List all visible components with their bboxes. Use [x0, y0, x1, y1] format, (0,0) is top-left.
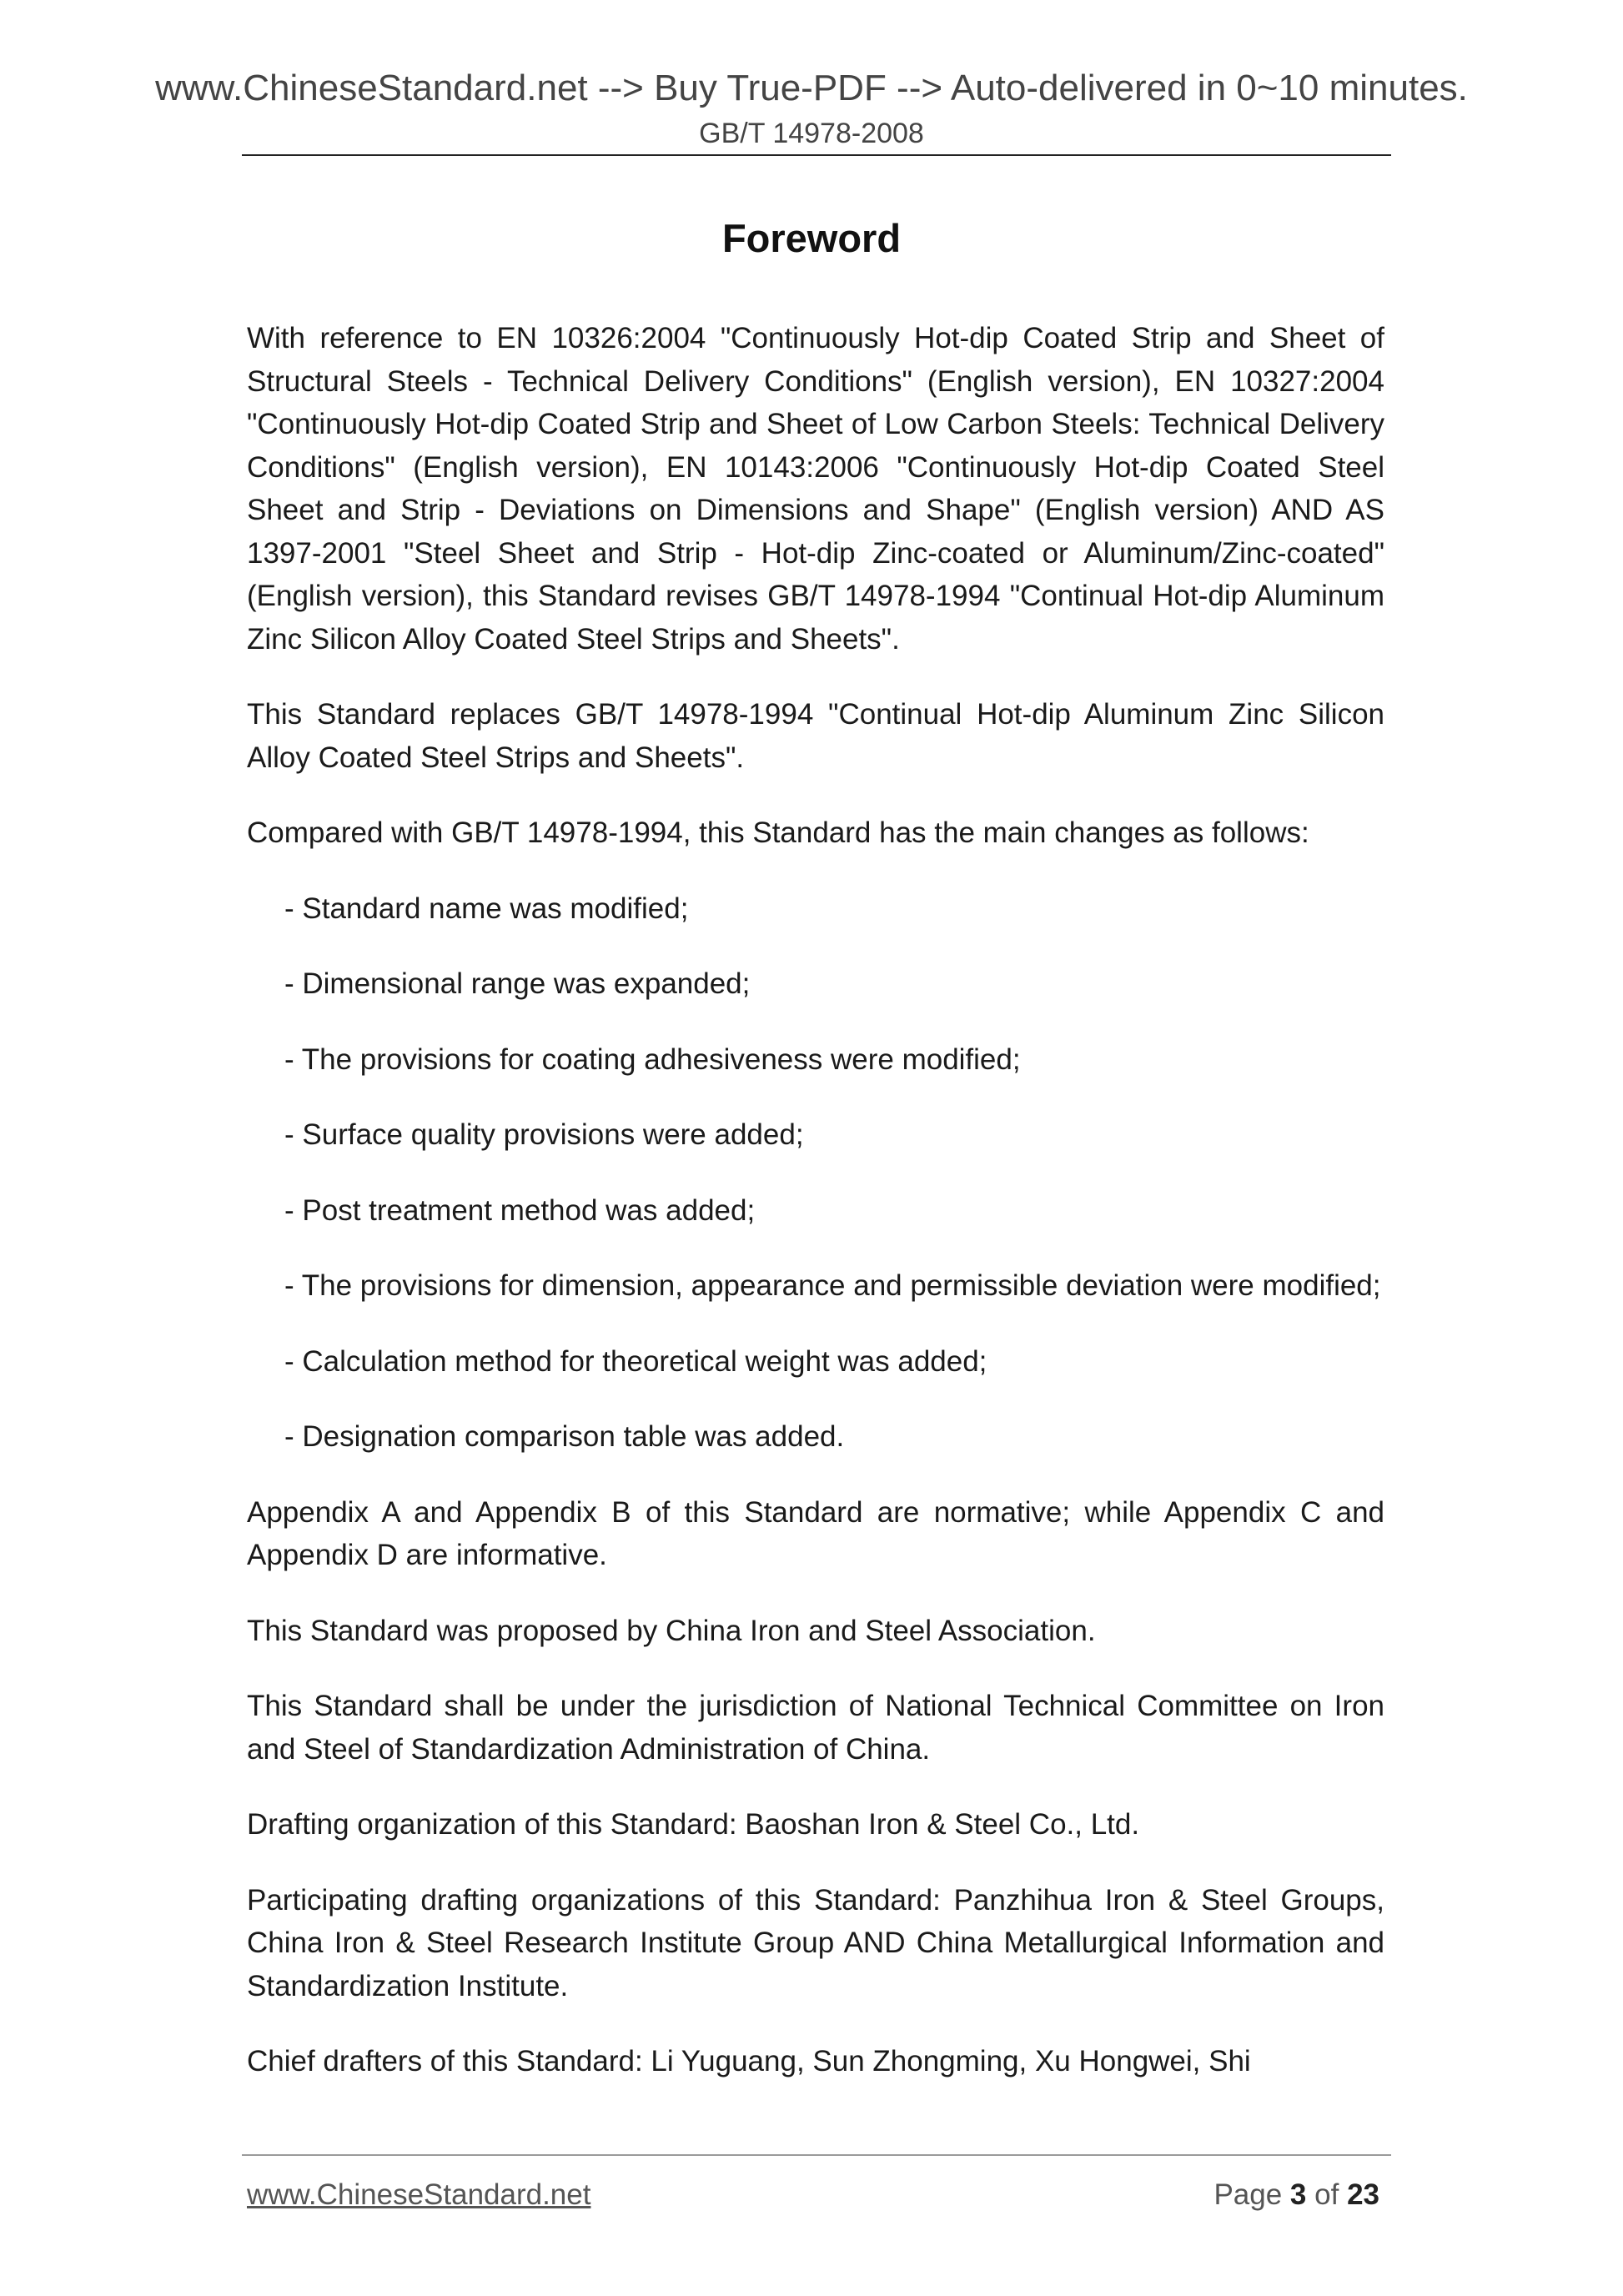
list-item-change: - Post treatment method was added; — [284, 1193, 756, 1227]
paragraph-reference: With reference to EN 10326:2004 "Continuously Hot-dip Coated Strip and Sheet of Structural Steels - Technical Delivery Conditions" (English version), EN 10327:2004 "Continuously Hot-dip Coated Strip and Sheet of Low Carbon Steels: Technical Delivery Conditions" (English version), EN 10143:2006 "Continuously Hot-dip Coated Steel Sheet and Strip - Deviations on Dimensions and Shape" (English version) AND AS 1397-2001 "Steel Sheet and Strip - Hot-dip Zinc-coated or Aluminum/Zinc-coated" (English version), this Standard revises GB/T 14978-1994 "Continual Hot-dip Aluminum Zinc Silicon Alloy Coated Steel Strips and Sheets". — [247, 322, 1384, 656]
header-banner: www.ChineseStandard.net --> Buy True-PDF --> Auto-delivered in 0~10 minutes. — [155, 68, 1468, 108]
list-item-change: - Dimensional range was expanded; — [284, 967, 751, 1000]
standard-code: GB/T 14978-2008 — [699, 118, 924, 149]
footer-website-link[interactable]: www.ChineseStandard.net — [247, 2178, 591, 2211]
list-item-change: - Surface quality provisions were added; — [284, 1118, 804, 1151]
paragraph-chief-drafters: Chief drafters of this Standard: Li Yuguang, Sun Zhongming, Xu Hongwei, Shi — [247, 2045, 1251, 2077]
list-item-change: - Standard name was modified; — [284, 892, 689, 925]
list-item-change: - The provisions for coating adhesiveness were modified; — [284, 1042, 1021, 1076]
paragraph-changes-intro: Compared with GB/T 14978-1994, this Standard has the main changes as follows: — [247, 816, 1309, 849]
page-label: Page — [1213, 2178, 1283, 2211]
footer-divider — [242, 2154, 1391, 2156]
total-pages: 23 — [1347, 2178, 1379, 2211]
paragraph-participating-orgs: Participating drafting organizations of this Standard: Panzhihua Iron & Steel Groups, China Iron & Steel Research Institute Group AND China Metallurgical Information and Standardization Institute. — [247, 1883, 1384, 2002]
paragraph-replaces: This Standard replaces GB/T 14978-1994 "Continual Hot-dip Aluminum Zinc Silicon Alloy Coated Steel Strips and Sheets". — [247, 698, 1384, 774]
paragraph-drafting-org: Drafting organization of this Standard: Baoshan Iron & Steel Co., Ltd. — [247, 1808, 1140, 1841]
current-page: 3 — [1289, 2178, 1307, 2211]
page-title: Foreword — [721, 216, 902, 260]
page-number — [1001, 2178, 1379, 2213]
paragraph-proposed-by: This Standard was proposed by China Iron and Steel Association. — [247, 1614, 1096, 1647]
list-item-change: - The provisions for dimension, appearance and permissible deviation were modified; — [284, 1269, 1381, 1302]
list-item-change: - Calculation method for theoretical weight was added; — [284, 1344, 987, 1378]
document-body — [247, 317, 1384, 2083]
list-item-change: - Designation comparison table was added. — [284, 1420, 845, 1453]
header-divider — [242, 154, 1391, 156]
paragraph-jurisdiction: This Standard shall be under the jurisdiction of National Technical Committee on Iron and Steel of Standardization Administration of China. — [247, 1690, 1384, 1766]
paragraph-appendices: Appendix A and Appendix B of this Standard are normative; while Appendix C and Appendix D are informative. — [247, 1495, 1384, 1571]
page-of-label: of — [1314, 2178, 1339, 2211]
